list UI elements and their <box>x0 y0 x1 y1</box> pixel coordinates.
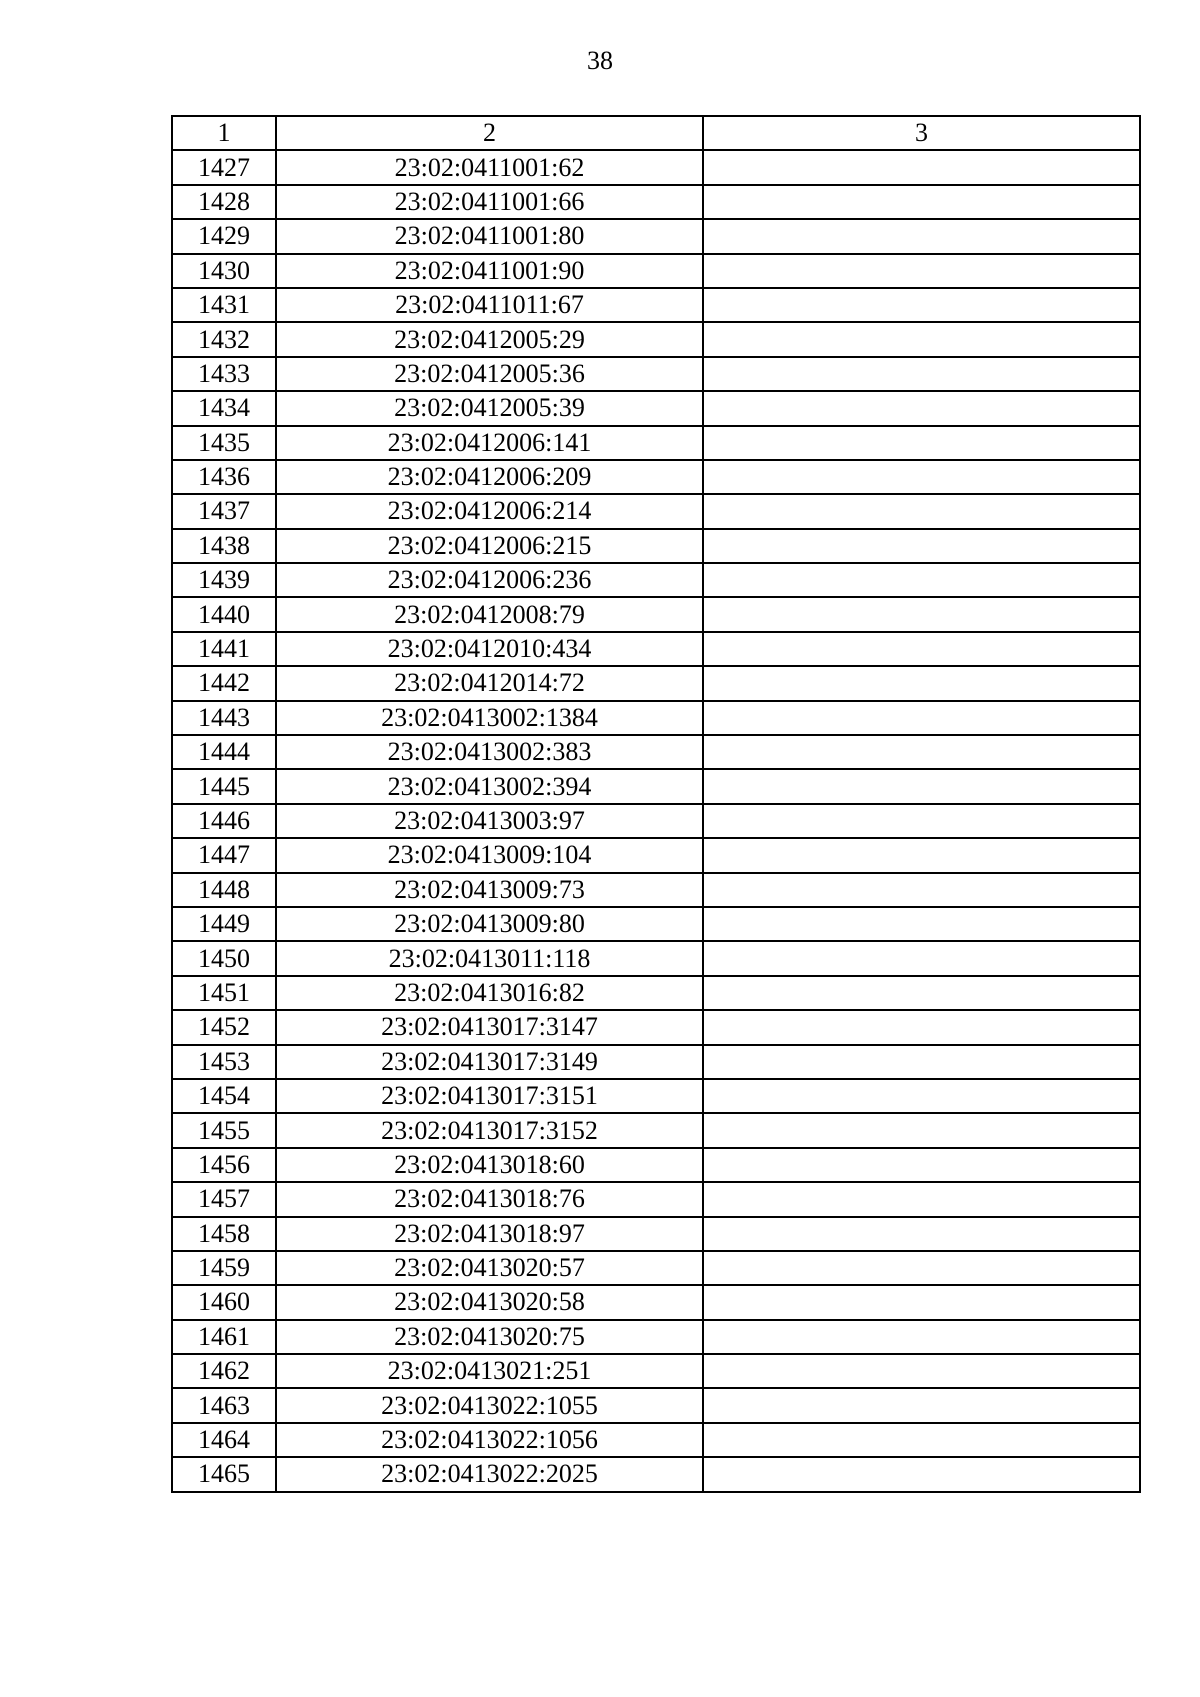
table-cell-col-2: 23:02:0413009:104 <box>276 838 703 872</box>
table-cell-col-3 <box>703 494 1140 528</box>
table-cell-col-2: 23:02:0412006:215 <box>276 529 703 563</box>
table-cell-col-3 <box>703 701 1140 735</box>
table-row <box>172 769 1140 803</box>
table-cell-col-3 <box>703 563 1140 597</box>
table-row <box>172 563 1140 597</box>
table-cell-col-3 <box>703 597 1140 631</box>
table-cell-col-3 <box>703 391 1140 425</box>
table-row <box>172 426 1140 460</box>
table-cell-col-2: 23:02:0412006:214 <box>276 494 703 528</box>
table-row <box>172 1354 1140 1388</box>
table-header-row <box>172 116 1140 150</box>
table-row <box>172 1285 1140 1319</box>
table-cell-col-1: 1428 <box>172 185 276 219</box>
table-cell-col-2: 23:02:0412005:36 <box>276 357 703 391</box>
table-cell-col-1: 1429 <box>172 219 276 253</box>
table-cell-col-3 <box>703 1423 1140 1457</box>
table-cell-col-1: 1448 <box>172 873 276 907</box>
table-cell-col-1: 1443 <box>172 701 276 735</box>
table-row <box>172 219 1140 253</box>
table-row <box>172 1217 1140 1251</box>
table-cell-col-3 <box>703 1148 1140 1182</box>
table-cell-col-1: 1449 <box>172 907 276 941</box>
column-header-1: 1 <box>172 116 276 150</box>
table-cell-col-3 <box>703 735 1140 769</box>
table-cell-col-2: 23:02:0413009:73 <box>276 873 703 907</box>
table-cell-col-3 <box>703 1182 1140 1216</box>
table-cell-col-3 <box>703 632 1140 666</box>
table-cell-col-2: 23:02:0411001:90 <box>276 254 703 288</box>
table-cell-col-1: 1430 <box>172 254 276 288</box>
table-cell-col-1: 1437 <box>172 494 276 528</box>
table-cell-col-2: 23:02:0413022:1056 <box>276 1423 703 1457</box>
table-cell-col-3 <box>703 941 1140 975</box>
table-row <box>172 391 1140 425</box>
table-cell-col-2: 23:02:0413017:3152 <box>276 1113 703 1147</box>
table-cell-col-1: 1453 <box>172 1045 276 1079</box>
table-cell-col-2: 23:02:0411001:80 <box>276 219 703 253</box>
table-row <box>172 735 1140 769</box>
table-cell-col-3 <box>703 426 1140 460</box>
table-cell-col-2: 23:02:0412006:236 <box>276 563 703 597</box>
table-cell-col-3 <box>703 1079 1140 1113</box>
table-cell-col-2: 23:02:0413002:383 <box>276 735 703 769</box>
table-cell-col-2: 23:02:0413020:58 <box>276 1285 703 1319</box>
table-row <box>172 460 1140 494</box>
table-cell-col-1: 1457 <box>172 1182 276 1216</box>
table-cell-col-2: 23:02:0413021:251 <box>276 1354 703 1388</box>
table-row <box>172 1320 1140 1354</box>
table-row <box>172 1182 1140 1216</box>
table-row <box>172 1045 1140 1079</box>
table-cell-col-1: 1461 <box>172 1320 276 1354</box>
table-cell-col-1: 1465 <box>172 1457 276 1491</box>
table-cell-col-2: 23:02:0413017:3147 <box>276 1010 703 1044</box>
table-cell-col-3 <box>703 1354 1140 1388</box>
table-row <box>172 838 1140 872</box>
table-row <box>172 1113 1140 1147</box>
table-cell-col-1: 1442 <box>172 666 276 700</box>
table-cell-col-3 <box>703 666 1140 700</box>
table-cell-col-3 <box>703 1217 1140 1251</box>
table-cell-col-1: 1463 <box>172 1388 276 1422</box>
table-cell-col-3 <box>703 322 1140 356</box>
table-row <box>172 804 1140 838</box>
table-cell-col-3 <box>703 1457 1140 1491</box>
table-cell-col-2: 23:02:0412014:72 <box>276 666 703 700</box>
table-row <box>172 185 1140 219</box>
table-cell-col-3 <box>703 529 1140 563</box>
table-cell-col-2: 23:02:0413017:3149 <box>276 1045 703 1079</box>
table-cell-col-3 <box>703 185 1140 219</box>
table-cell-col-1: 1454 <box>172 1079 276 1113</box>
table-row <box>172 701 1140 735</box>
table-cell-col-2: 23:02:0412010:434 <box>276 632 703 666</box>
table-cell-col-3 <box>703 357 1140 391</box>
table-cell-col-1: 1451 <box>172 976 276 1010</box>
table-cell-col-2: 23:02:0413011:118 <box>276 941 703 975</box>
table-cell-col-3 <box>703 1388 1140 1422</box>
table-row <box>172 873 1140 907</box>
table-row <box>172 1388 1140 1422</box>
table-row <box>172 632 1140 666</box>
table-row <box>172 1251 1140 1285</box>
table-cell-col-3 <box>703 1251 1140 1285</box>
table-row <box>172 907 1140 941</box>
table-cell-col-2: 23:02:0411011:67 <box>276 288 703 322</box>
table-cell-col-3 <box>703 219 1140 253</box>
table-cell-col-1: 1464 <box>172 1423 276 1457</box>
table-cell-col-1: 1432 <box>172 322 276 356</box>
table-cell-col-1: 1433 <box>172 357 276 391</box>
table-cell-col-1: 1440 <box>172 597 276 631</box>
table-cell-col-2: 23:02:0413018:97 <box>276 1217 703 1251</box>
column-header-2: 2 <box>276 116 703 150</box>
table-row <box>172 1457 1140 1491</box>
table-cell-col-2: 23:02:0413022:1055 <box>276 1388 703 1422</box>
table-row <box>172 288 1140 322</box>
table-row <box>172 666 1140 700</box>
table-cell-col-1: 1441 <box>172 632 276 666</box>
table-row <box>172 529 1140 563</box>
table-cell-col-1: 1427 <box>172 150 276 184</box>
table-cell-col-1: 1447 <box>172 838 276 872</box>
table-cell-col-3 <box>703 907 1140 941</box>
table-row <box>172 976 1140 1010</box>
table-cell-col-2: 23:02:0413002:1384 <box>276 701 703 735</box>
table-cell-col-3 <box>703 1113 1140 1147</box>
table-cell-col-1: 1445 <box>172 769 276 803</box>
table-cell-col-1: 1431 <box>172 288 276 322</box>
table-cell-col-3 <box>703 769 1140 803</box>
table-cell-col-1: 1460 <box>172 1285 276 1319</box>
table-cell-col-2: 23:02:0412008:79 <box>276 597 703 631</box>
table-cell-col-3 <box>703 288 1140 322</box>
table-cell-col-2: 23:02:0413022:2025 <box>276 1457 703 1491</box>
table-cell-col-1: 1444 <box>172 735 276 769</box>
table-cell-col-2: 23:02:0411001:66 <box>276 185 703 219</box>
table-cell-col-3 <box>703 838 1140 872</box>
table-cell-col-3 <box>703 1320 1140 1354</box>
table-cell-col-1: 1462 <box>172 1354 276 1388</box>
page-number: 38 <box>587 46 613 75</box>
table-cell-col-1: 1439 <box>172 563 276 597</box>
table-cell-col-1: 1435 <box>172 426 276 460</box>
table-cell-col-1: 1458 <box>172 1217 276 1251</box>
table-cell-col-2: 23:02:0413009:80 <box>276 907 703 941</box>
table-cell-col-1: 1459 <box>172 1251 276 1285</box>
table-row <box>172 1148 1140 1182</box>
table-cell-col-1: 1438 <box>172 529 276 563</box>
table-cell-col-2: 23:02:0412005:39 <box>276 391 703 425</box>
table-cell-col-2: 23:02:0413018:60 <box>276 1148 703 1182</box>
table-cell-col-2: 23:02:0412006:209 <box>276 460 703 494</box>
table-cell-col-1: 1452 <box>172 1010 276 1044</box>
table-row <box>172 322 1140 356</box>
table-cell-col-2: 23:02:0413020:57 <box>276 1251 703 1285</box>
table-row <box>172 254 1140 288</box>
table-row <box>172 597 1140 631</box>
table-cell-col-3 <box>703 150 1140 184</box>
table-cell-col-3 <box>703 1010 1140 1044</box>
table-cell-col-3 <box>703 254 1140 288</box>
table-cell-col-2: 23:02:0413017:3151 <box>276 1079 703 1113</box>
table-cell-col-1: 1446 <box>172 804 276 838</box>
table-cell-col-2: 23:02:0411001:62 <box>276 150 703 184</box>
table-cell-col-2: 23:02:0413003:97 <box>276 804 703 838</box>
table-row <box>172 1423 1140 1457</box>
table-cell-col-1: 1450 <box>172 941 276 975</box>
table-cell-col-1: 1456 <box>172 1148 276 1182</box>
table-cell-col-3 <box>703 460 1140 494</box>
table-cell-col-2: 23:02:0413016:82 <box>276 976 703 1010</box>
column-header-3: 3 <box>703 116 1140 150</box>
table-body <box>172 150 1140 1491</box>
table-cell-col-3 <box>703 976 1140 1010</box>
table-row <box>172 1079 1140 1113</box>
table-cell-col-2: 23:02:0413020:75 <box>276 1320 703 1354</box>
table-cell-col-2: 23:02:0413018:76 <box>276 1182 703 1216</box>
table-row <box>172 357 1140 391</box>
table-row <box>172 150 1140 184</box>
table-row <box>172 941 1140 975</box>
table-cell-col-3 <box>703 804 1140 838</box>
table-cell-col-1: 1436 <box>172 460 276 494</box>
table-cell-col-3 <box>703 873 1140 907</box>
data-table <box>171 115 1141 1493</box>
table-cell-col-1: 1434 <box>172 391 276 425</box>
table-cell-col-2: 23:02:0412005:29 <box>276 322 703 356</box>
table-cell-col-1: 1455 <box>172 1113 276 1147</box>
table-row <box>172 494 1140 528</box>
table-cell-col-2: 23:02:0412006:141 <box>276 426 703 460</box>
table-row <box>172 1010 1140 1044</box>
table-cell-col-2: 23:02:0413002:394 <box>276 769 703 803</box>
table-cell-col-3 <box>703 1285 1140 1319</box>
table-cell-col-3 <box>703 1045 1140 1079</box>
